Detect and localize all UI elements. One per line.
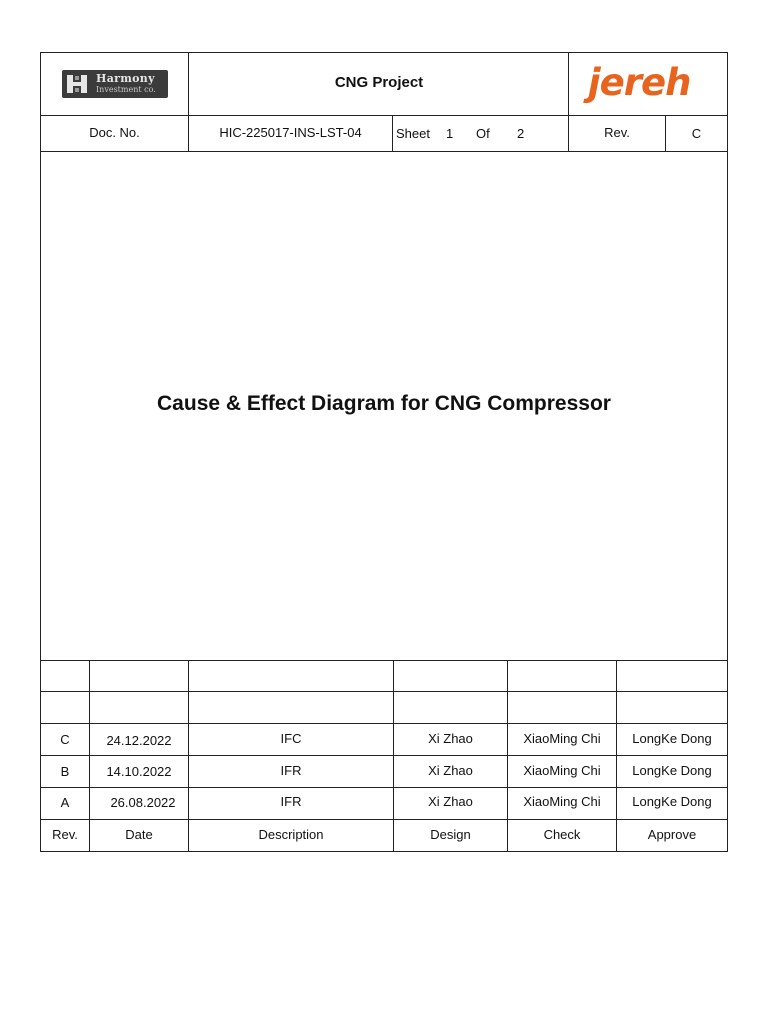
harmony-logo-icon: [66, 74, 88, 94]
rev-cell: B: [60, 764, 70, 779]
of-label: Of: [476, 126, 490, 141]
project-name: CNG Project: [334, 74, 424, 91]
document-title: Cause & Effect Diagram for CNG Compressor: [157, 392, 611, 415]
rev-label: Rev.: [604, 125, 630, 140]
rev-table-col-line: [188, 661, 189, 851]
date-cell: 26.08.2022: [110, 795, 176, 810]
design-cell: Xi Zhao: [428, 763, 473, 778]
check-cell: XiaoMing Chi: [523, 731, 601, 746]
approve-cell: LongKe Dong: [632, 731, 712, 746]
check-header: Check: [543, 827, 581, 842]
rev-table-col-line: [393, 661, 394, 851]
rev-cell: C: [60, 732, 70, 747]
rev-table-line: [41, 787, 727, 788]
date-cell: 24.12.2022: [106, 733, 172, 748]
approve-cell: LongKe Dong: [632, 763, 712, 778]
rev-table-line: [41, 723, 727, 724]
sheet-total: 2: [517, 126, 525, 141]
doc-no-value: HIC-225017-INS-LST-04: [219, 125, 362, 140]
sheet-label: Sheet: [396, 126, 430, 141]
header-divider: [41, 115, 727, 116]
design-cell: Xi Zhao: [428, 794, 473, 809]
rev-table-col-line: [616, 661, 617, 851]
rev-table-line: [41, 755, 727, 756]
approve-header: Approve: [647, 827, 697, 842]
docinfo-divider: [41, 151, 727, 152]
harmony-logo-subtitle: Investment co.: [96, 85, 156, 94]
rev-value: C: [691, 126, 702, 141]
check-cell: XiaoMing Chi: [523, 794, 601, 809]
rev-table-line: [41, 691, 727, 692]
rev-table-top-line: [41, 660, 727, 661]
jereh-logo: jereh: [588, 61, 691, 104]
approve-cell: LongKe Dong: [632, 794, 712, 809]
design-cell: Xi Zhao: [428, 731, 473, 746]
rev-table-line: [41, 819, 727, 820]
description-cell: IFR: [280, 794, 302, 809]
design-header: Design: [430, 827, 471, 842]
rev-header: Rev.: [52, 827, 78, 842]
harmony-logo: [62, 70, 168, 98]
date-cell: 14.10.2022: [106, 764, 172, 779]
rev-table-col-line: [507, 661, 508, 851]
docinfo-col-divider-sheet: [392, 116, 393, 151]
doc-no-label: Doc. No.: [89, 125, 140, 140]
description-cell: IFC: [280, 731, 302, 746]
sheet-number: 1: [446, 126, 454, 141]
harmony-logo-name: Harmony: [96, 72, 155, 85]
rev-table-col-line: [89, 661, 90, 851]
check-cell: XiaoMing Chi: [523, 763, 601, 778]
date-header: Date: [125, 827, 153, 842]
rev-cell: A: [60, 795, 70, 810]
description-cell: IFR: [280, 763, 302, 778]
description-header: Description: [258, 827, 324, 842]
